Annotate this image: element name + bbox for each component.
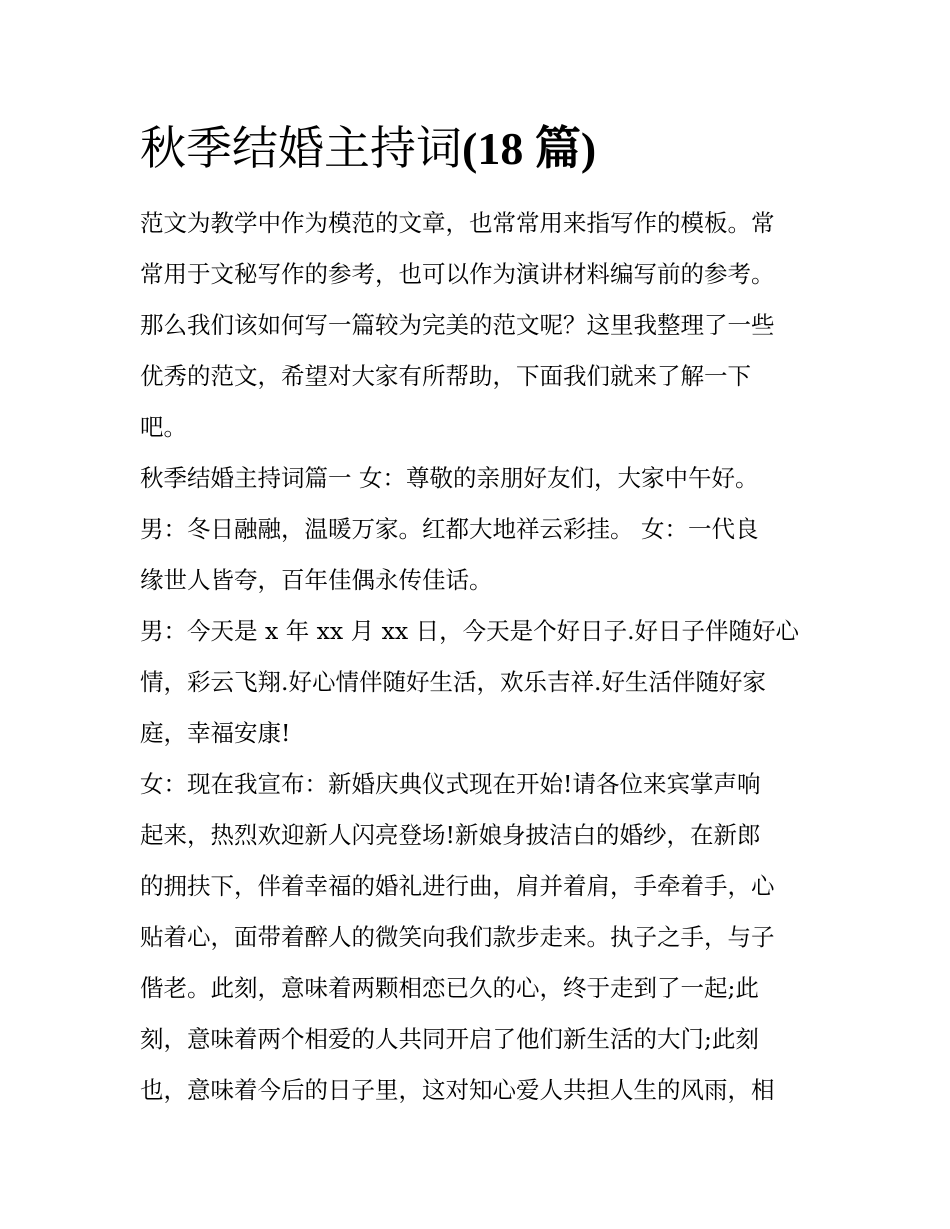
text-line: 起来，热烈欢迎新人闪亮登场!新娘身披洁白的婚纱，在新郎 [140,821,761,849]
text-line: 的拥扶下，伴着幸福的婚礼进行曲，肩并着肩，手牵着手，心 [140,872,775,900]
text-line: 那么我们该如何写一篇较为完美的范文呢？这里我整理了一些 [140,311,775,339]
text-line: 秋季结婚主持词篇一 女：尊敬的亲朋好友们，大家中午好。 [140,464,759,492]
text-line: 常用于文秘写作的参考，也可以作为演讲材料编写前的参考。 [140,260,775,288]
text-line: 优秀的范文，希望对大家有所帮助，下面我们就来了解一下 [140,362,751,390]
text-line: 庭，幸福安康! [140,719,291,747]
text-line: 偕老。此刻，意味着两颗相恋已久的心，终于走到了一起;此 [140,974,759,1002]
text-line: 情，彩云飞翔.好心情伴随好生活，欢乐吉祥.好生活伴随好家 [140,668,766,696]
text-line: 男：冬日融融，温暖万家。红都大地祥云彩挂。 女：一代良 [140,515,759,543]
title-count: (18 篇) [462,123,597,174]
text-line: 贴着心，面带着醉人的微笑向我们款步走来。执子之手，与子 [140,923,775,951]
text-line: 范文为教学中作为模范的文章，也常常用来指写作的模板。常 [140,209,775,237]
document-body [140,198,812,1116]
text-line: 吧。 [140,413,187,441]
text-line: 缘世人皆夸，百年佳偶永传佳话。 [140,566,493,594]
text-line: 男：今天是 x 年 xx 月 xx 日，今天是个好日子.好日子伴随好心 [140,617,800,645]
text-line: 女：现在我宣布：新婚庆典仪式现在开始!请各位来宾掌声响 [140,770,761,798]
document-title [140,118,596,179]
text-line: 也，意味着今后的日子里，这对知心爱人共担人生的风雨，相 [140,1076,775,1104]
text-line: 刻，意味着两个相爱的人共同开启了他们新生活的大门;此刻 [140,1025,759,1053]
title-main: 秋季结婚主持词 [140,121,462,175]
